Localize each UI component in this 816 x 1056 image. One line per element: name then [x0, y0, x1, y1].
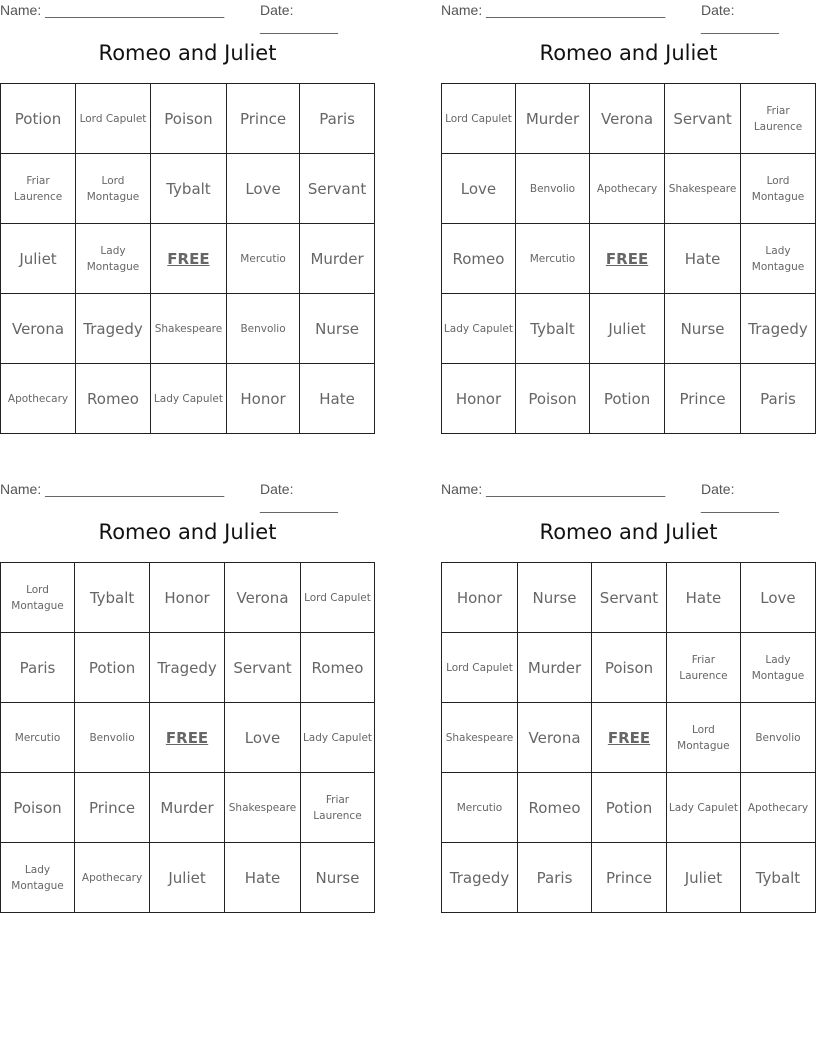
bingo-cell: Hate: [665, 224, 741, 294]
bingo-cell: Benvolio: [226, 294, 299, 364]
card-title: Romeo and Juliet: [539, 520, 718, 544]
bingo-cell: Friar Laurence: [300, 773, 374, 843]
bingo-cell: Verona: [225, 563, 301, 633]
bingo-cell: Prince: [75, 773, 150, 843]
bingo-cell: Tragedy: [150, 633, 225, 703]
bingo-grid: [0, 562, 375, 913]
bingo-card-2: [441, 0, 816, 408]
bingo-cell: Lord Montague: [1, 563, 75, 633]
bingo-cell: Honor: [150, 563, 225, 633]
bingo-cell: Shakespeare: [150, 294, 226, 364]
bingo-cell: Tybalt: [150, 154, 226, 224]
bingo-cell: Verona: [517, 703, 591, 773]
date-field-label: Date: __________: [260, 481, 338, 513]
free-space-cell: FREE: [590, 224, 665, 294]
free-space-cell: FREE: [592, 703, 667, 773]
bingo-cell: Paris: [1, 633, 75, 703]
name-date-bar: [0, 479, 375, 513]
bingo-row: [1, 84, 375, 154]
bingo-cell: Shakespeare: [225, 773, 301, 843]
bingo-cell: Juliet: [150, 843, 225, 913]
bingo-cell: Juliet: [1, 224, 76, 294]
bingo-cell: Apothecary: [75, 843, 150, 913]
bingo-cell: Potion: [590, 364, 665, 434]
bingo-cell: Hate: [666, 563, 740, 633]
name-date-bar: [441, 0, 816, 34]
bingo-cell: Lady Capulet: [300, 703, 374, 773]
bingo-cell: Lord Capulet: [442, 84, 516, 154]
name-date-bar: [441, 479, 816, 513]
bingo-grid: [441, 83, 816, 434]
bingo-cell: Benvolio: [75, 703, 150, 773]
bingo-row: [442, 633, 816, 703]
bingo-cell: Friar Laurence: [741, 84, 816, 154]
bingo-cell: Love: [442, 154, 516, 224]
bingo-row: [1, 224, 375, 294]
bingo-cell: Apothecary: [740, 773, 815, 843]
bingo-cell: Paris: [741, 364, 816, 434]
bingo-row: [1, 703, 375, 773]
card-title: Romeo and Juliet: [539, 41, 718, 65]
bingo-cell: Honor: [226, 364, 299, 434]
bingo-cell: Potion: [75, 633, 150, 703]
bingo-cell: Mercutio: [515, 224, 589, 294]
bingo-cell: Shakespeare: [442, 703, 518, 773]
card-title: Romeo and Juliet: [98, 520, 277, 544]
bingo-card-3: [0, 479, 375, 892]
bingo-cell: Nurse: [665, 294, 741, 364]
bingo-cell: Lord Montague: [76, 154, 151, 224]
bingo-cell: Murder: [515, 84, 589, 154]
bingo-cell: Honor: [442, 364, 516, 434]
name-field-label: Name: _______________________: [0, 481, 225, 497]
bingo-row: [1, 843, 375, 913]
bingo-cell: Love: [226, 154, 299, 224]
bingo-cell: Murder: [517, 633, 591, 703]
bingo-cell: Lady Capulet: [442, 294, 516, 364]
bingo-cell: Lord Montague: [666, 703, 740, 773]
bingo-cell: Hate: [225, 843, 301, 913]
bingo-cell: Juliet: [590, 294, 665, 364]
name-field-label: Name: _______________________: [0, 2, 225, 18]
date-field-label: Date: __________: [701, 2, 779, 34]
bingo-cell: Romeo: [517, 773, 591, 843]
bingo-cell: Lady Capulet: [150, 364, 226, 434]
bingo-cell: Juliet: [666, 843, 740, 913]
bingo-cell: Tragedy: [442, 843, 518, 913]
bingo-cell: Lady Montague: [740, 633, 815, 703]
bingo-row: [1, 294, 375, 364]
bingo-cell: Lord Capulet: [442, 633, 518, 703]
bingo-row: [1, 563, 375, 633]
bingo-cell: Paris: [517, 843, 591, 913]
bingo-cell: Mercutio: [1, 703, 75, 773]
bingo-cell: Servant: [592, 563, 667, 633]
bingo-cell: Tybalt: [75, 563, 150, 633]
bingo-cell: Poison: [150, 84, 226, 154]
bingo-cell: Friar Laurence: [666, 633, 740, 703]
bingo-cell: Potion: [1, 84, 76, 154]
name-date-bar: [0, 0, 375, 34]
bingo-cell: Apothecary: [1, 364, 76, 434]
bingo-row: [442, 773, 816, 843]
free-space-cell: FREE: [150, 224, 226, 294]
bingo-row: [442, 294, 816, 364]
bingo-cell: Nurse: [300, 294, 375, 364]
bingo-cell: Tragedy: [741, 294, 816, 364]
bingo-cell: Mercutio: [226, 224, 299, 294]
bingo-cell: Servant: [225, 633, 301, 703]
bingo-cell: Lady Montague: [741, 224, 816, 294]
bingo-cell: Nurse: [517, 563, 591, 633]
bingo-cell: Hate: [300, 364, 375, 434]
free-space-cell: FREE: [150, 703, 225, 773]
bingo-row: [1, 154, 375, 224]
bingo-cell: Lord Capulet: [300, 563, 374, 633]
bingo-cell: Honor: [442, 563, 518, 633]
bingo-row: [442, 703, 816, 773]
date-field-label: Date: __________: [260, 2, 338, 34]
bingo-cell: Tybalt: [740, 843, 815, 913]
bingo-cell: Romeo: [442, 224, 516, 294]
name-field-label: Name: _______________________: [441, 2, 666, 18]
bingo-row: [1, 364, 375, 434]
bingo-cell: Tragedy: [76, 294, 151, 364]
bingo-row: [442, 154, 816, 224]
bingo-cell: Lady Montague: [76, 224, 151, 294]
bingo-cell: Mercutio: [442, 773, 518, 843]
card-title: Romeo and Juliet: [98, 41, 277, 65]
bingo-cell: Potion: [592, 773, 667, 843]
bingo-cell: Tybalt: [515, 294, 589, 364]
bingo-cell: Romeo: [300, 633, 374, 703]
bingo-cell: Paris: [300, 84, 375, 154]
bingo-cell: Verona: [1, 294, 76, 364]
bingo-cell: Nurse: [300, 843, 374, 913]
bingo-cell: Murder: [150, 773, 225, 843]
bingo-cell: Servant: [300, 154, 375, 224]
bingo-cell: Lady Capulet: [666, 773, 740, 843]
bingo-cell: Love: [225, 703, 301, 773]
bingo-cell: Lord Montague: [741, 154, 816, 224]
bingo-cell: Verona: [590, 84, 665, 154]
bingo-row: [1, 633, 375, 703]
bingo-cell: Poison: [1, 773, 75, 843]
bingo-cell: Poison: [515, 364, 589, 434]
bingo-row: [442, 224, 816, 294]
bingo-cell: Prince: [665, 364, 741, 434]
bingo-cell: Lord Capulet: [76, 84, 151, 154]
bingo-cell: Benvolio: [515, 154, 589, 224]
bingo-cell: Love: [740, 563, 815, 633]
bingo-grid: [0, 83, 375, 434]
bingo-row: [442, 843, 816, 913]
bingo-row: [1, 773, 375, 843]
bingo-card-1: [0, 0, 375, 408]
name-field-label: Name: _______________________: [441, 481, 666, 497]
bingo-cell: Shakespeare: [665, 154, 741, 224]
bingo-cell: Prince: [226, 84, 299, 154]
bingo-row: [442, 364, 816, 434]
bingo-cell: Murder: [300, 224, 375, 294]
date-field-label: Date: __________: [701, 481, 779, 513]
bingo-row: [442, 84, 816, 154]
bingo-cell: Lady Montague: [1, 843, 75, 913]
bingo-card-4: [441, 479, 816, 887]
bingo-row: [442, 563, 816, 633]
bingo-grid: [441, 562, 816, 913]
bingo-cell: Benvolio: [740, 703, 815, 773]
bingo-cell: Romeo: [76, 364, 151, 434]
bingo-cell: Apothecary: [590, 154, 665, 224]
bingo-cell: Poison: [592, 633, 667, 703]
bingo-cell: Servant: [665, 84, 741, 154]
bingo-cell: Friar Laurence: [1, 154, 76, 224]
bingo-cell: Prince: [592, 843, 667, 913]
